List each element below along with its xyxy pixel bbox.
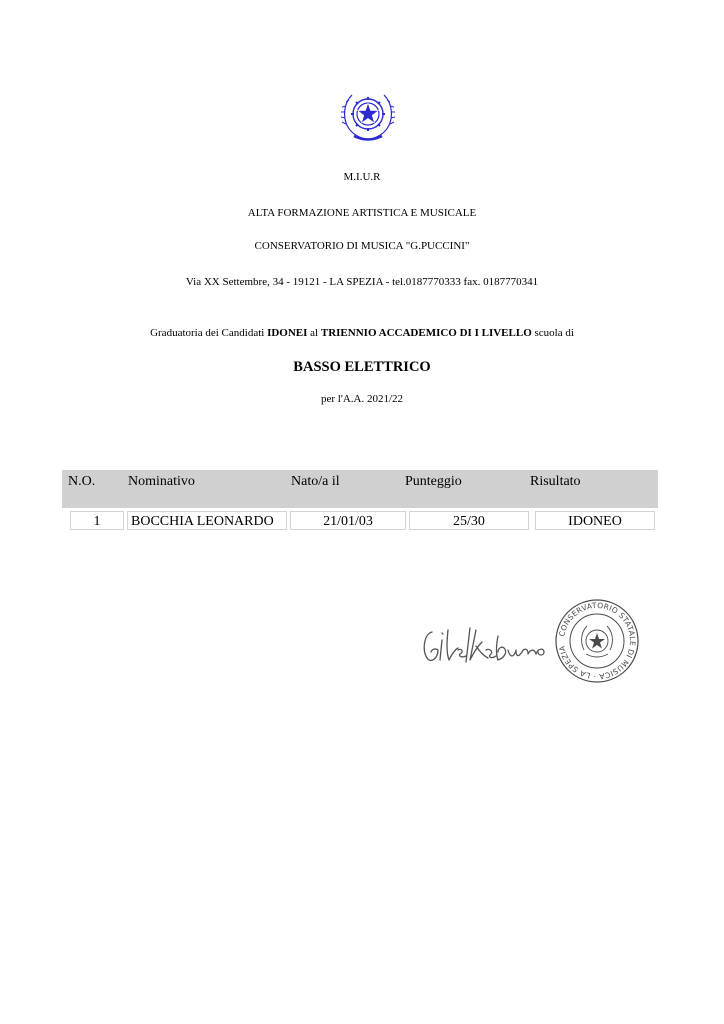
division-label: ALTA FORMAZIONE ARTISTICA E MUSICALE: [247, 207, 477, 219]
institution-address: Via XX Settembre, 34 - 19121 - LA SPEZIA - tel.0187770333 fax. 0187770341: [185, 276, 539, 288]
course-title: BASSO ELETTRICO: [293, 359, 431, 375]
row-score-cell: 25/30: [409, 511, 529, 530]
republic-emblem-icon: [340, 86, 396, 144]
column-header-number: N.O.: [68, 474, 96, 489]
ministry-label: M.I.U.R: [343, 171, 381, 183]
handwritten-signature-icon: [418, 622, 550, 668]
ranking-description-part1: Graduatoria dei Candidati: [150, 327, 268, 339]
row-name-cell: BOCCHIA LEONARDO: [127, 511, 287, 530]
column-header-birth: Nato/a il: [291, 474, 340, 489]
column-header-name: Nominativo: [128, 474, 195, 489]
column-header-result: Risultato: [530, 474, 581, 489]
ranking-description: [0, 326, 724, 340]
column-header-score: Punteggio: [405, 474, 462, 489]
row-result-cell: IDONEO: [535, 511, 655, 530]
ranking-description-part2: al: [307, 327, 321, 339]
ranking-description-part3: scuola di: [531, 327, 574, 339]
row-number-cell: 1: [70, 511, 124, 530]
institution-name: CONSERVATORIO DI MUSICA "G.PUCCINI": [254, 240, 470, 252]
academic-year: per l'A.A. 2021/22: [320, 393, 404, 405]
eligibility-keyword: IDONEI: [267, 327, 308, 339]
program-name: TRIENNIO ACCADEMICO DI I LIVELLO: [320, 327, 532, 339]
row-birth-cell: 21/01/03: [290, 511, 406, 530]
table-header: [62, 470, 658, 508]
stamp-text: CONSERVATORIO STATALE DI MUSICA · LA SPEZIA: [557, 600, 638, 682]
conservatory-stamp-icon: [554, 598, 640, 684]
